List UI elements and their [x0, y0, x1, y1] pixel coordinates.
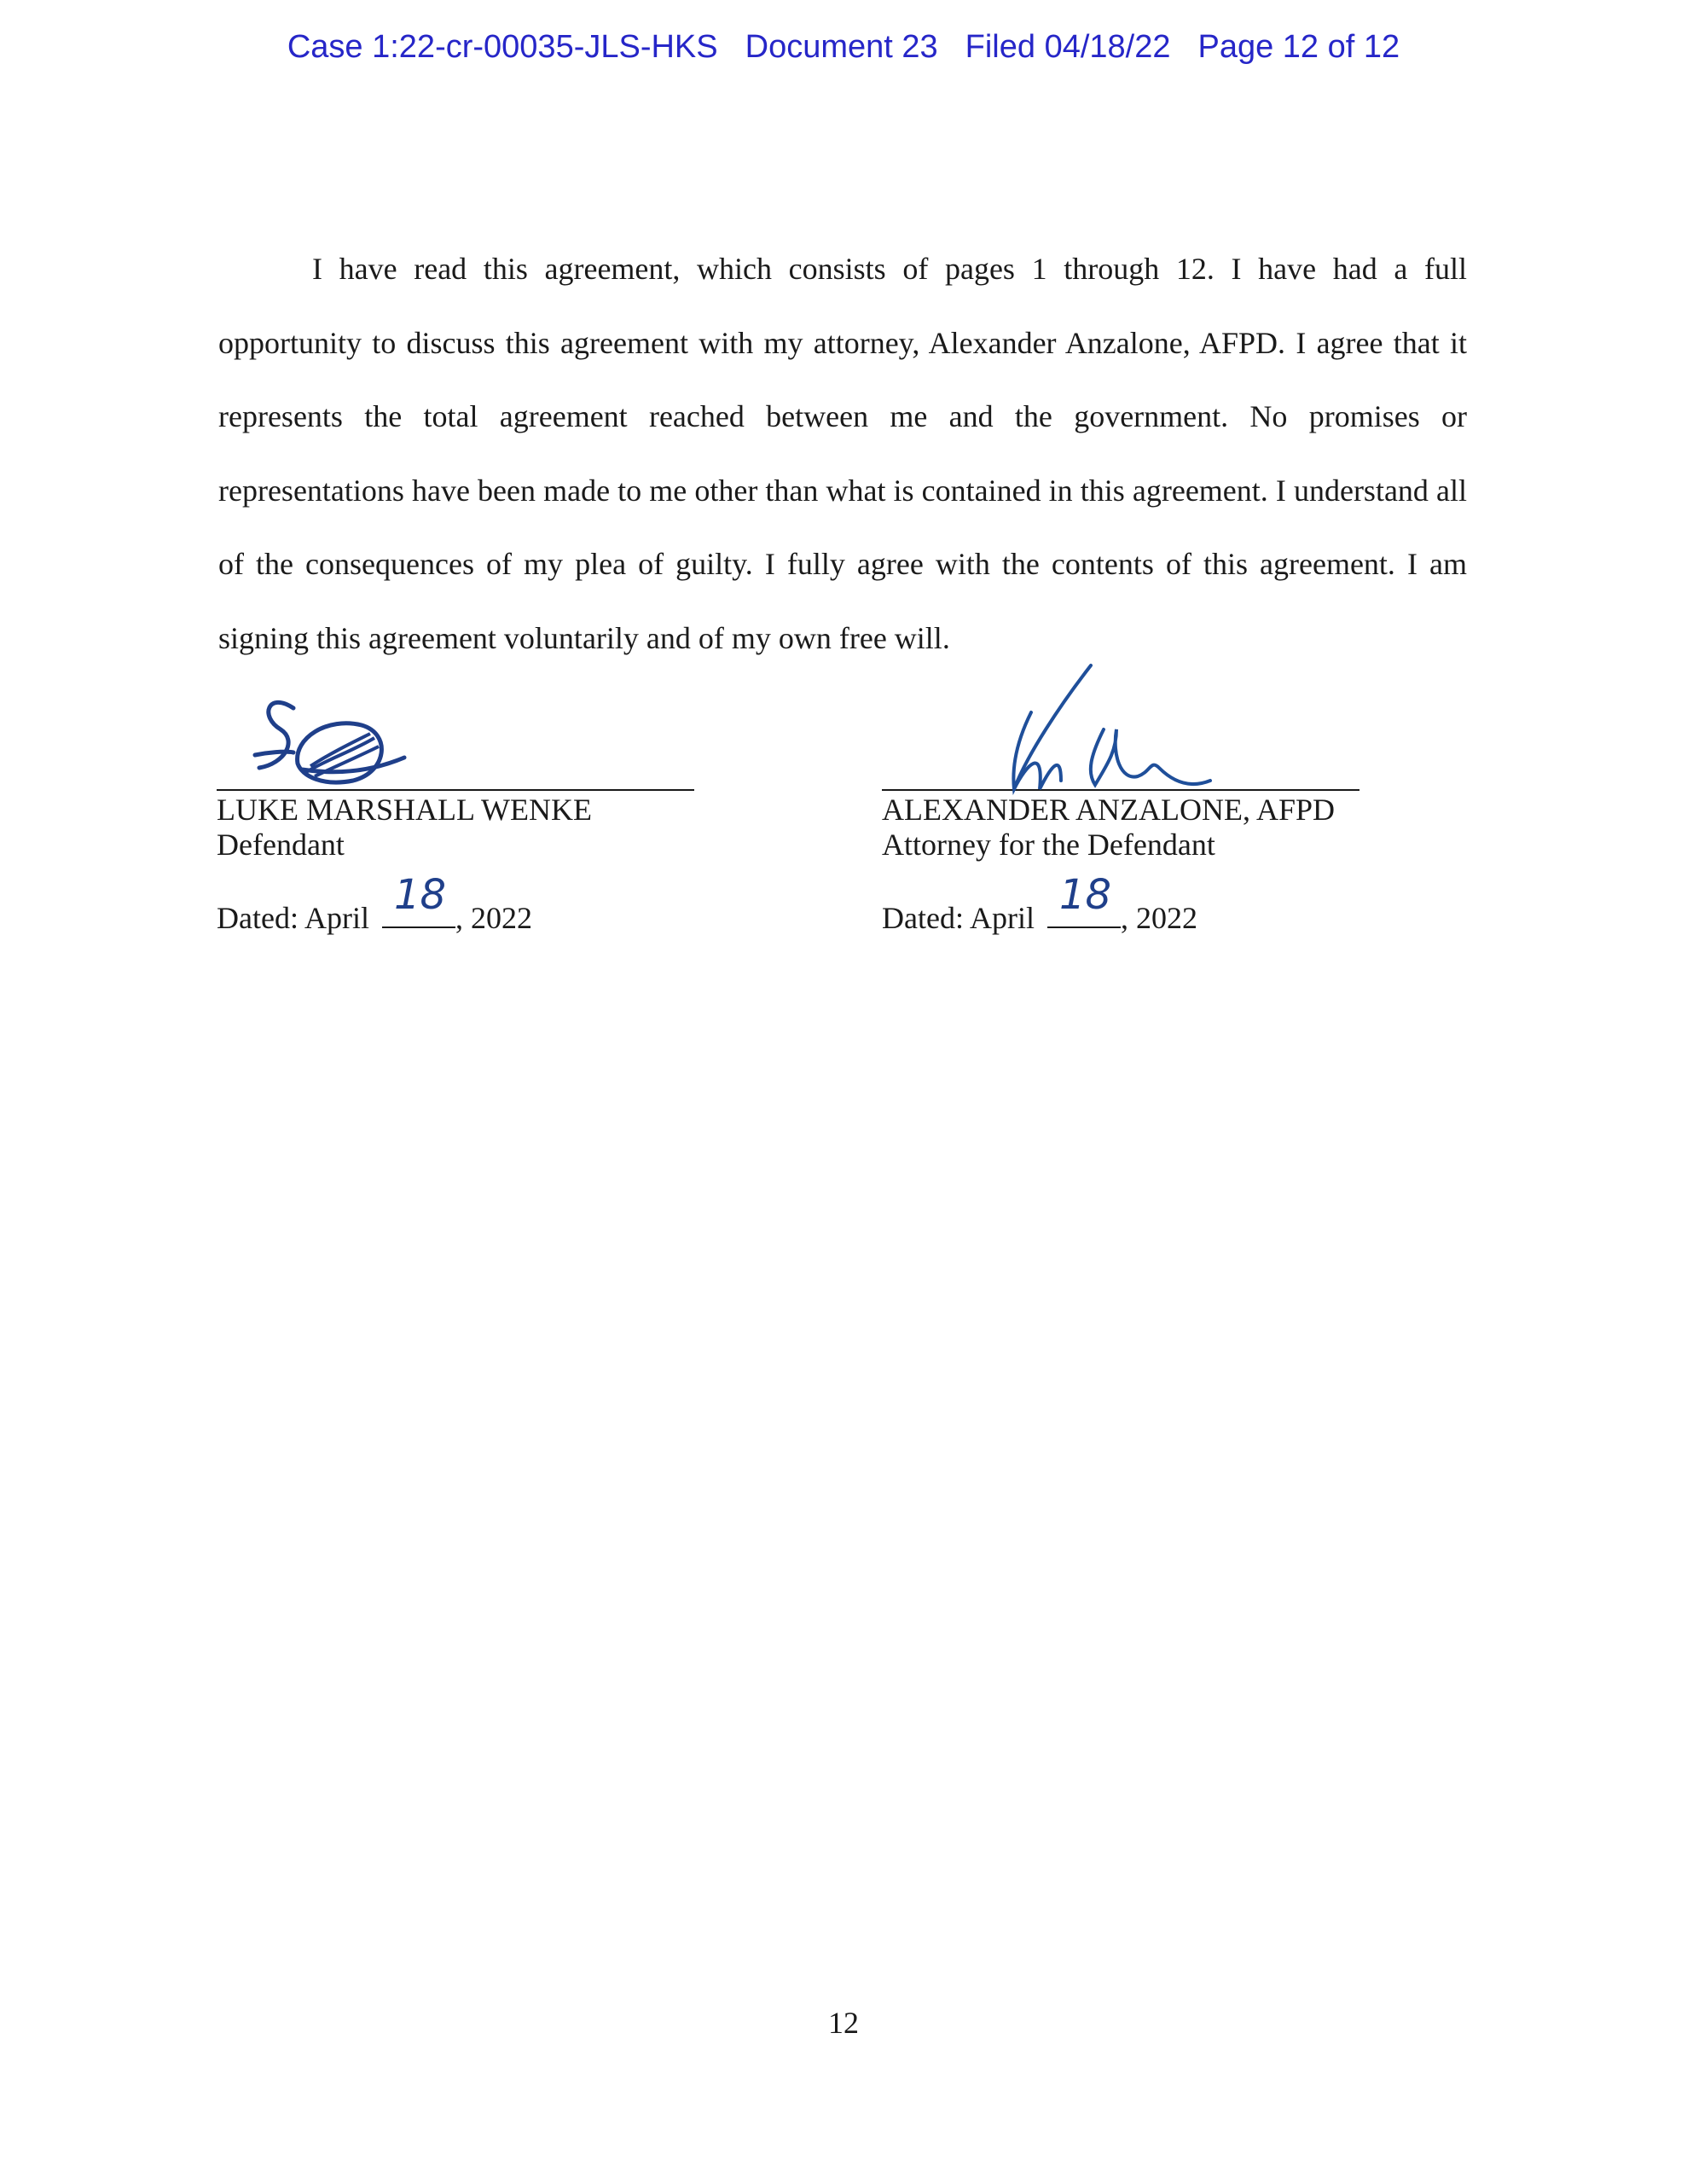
defendant-dated: [217, 871, 745, 936]
document-number: Document 23: [745, 29, 938, 65]
agreement-paragraph: I have read this agreement, which consists of pages 1 through 12. I have had a full opportunity to discuss this agreement with my attorney, Alexander Anzalone, AFPD. I agree that it represents the total agreement reached between me and the government. No promises or representations have been made to me other than what is contained in this agreement. I understand all of the consequences of my plea of guilty. I fully agree with the contents of this agreement. I am signing this agreement voluntarily and of my own free will.: [218, 252, 1467, 655]
attorney-date-blank: [1047, 871, 1121, 928]
attorney-signature-block: [882, 695, 1411, 936]
defendant-signature-block: [217, 695, 745, 936]
filed-date: Filed 04/18/22: [965, 29, 1171, 65]
defendant-year: , 2022: [455, 901, 532, 935]
defendant-handwritten-day: 18: [393, 871, 447, 919]
defendant-date-blank: [382, 871, 455, 928]
attorney-signature-icon: [933, 661, 1223, 815]
page-number: 12: [828, 2006, 859, 2040]
page-indicator: Page 12 of 12: [1197, 29, 1400, 65]
defendant-name: LUKE MARSHALL WENKE: [217, 793, 592, 827]
attorney-dated-label: Dated: April: [882, 901, 1035, 935]
attorney-name: ALEXANDER ANZALONE, AFPD: [882, 793, 1335, 827]
defendant-dated-label: Dated: April: [217, 901, 369, 935]
case-header: [0, 29, 1687, 66]
defendant-role: Defendant: [217, 828, 345, 862]
defendant-signature-icon: [234, 691, 421, 802]
attorney-handwritten-day: 18: [1058, 871, 1112, 919]
attorney-year: , 2022: [1120, 901, 1197, 935]
attorney-role: Attorney for the Defendant: [882, 828, 1215, 862]
case-number: Case 1:22-cr-00035-JLS-HKS: [287, 29, 718, 65]
attorney-dated: [882, 871, 1411, 936]
